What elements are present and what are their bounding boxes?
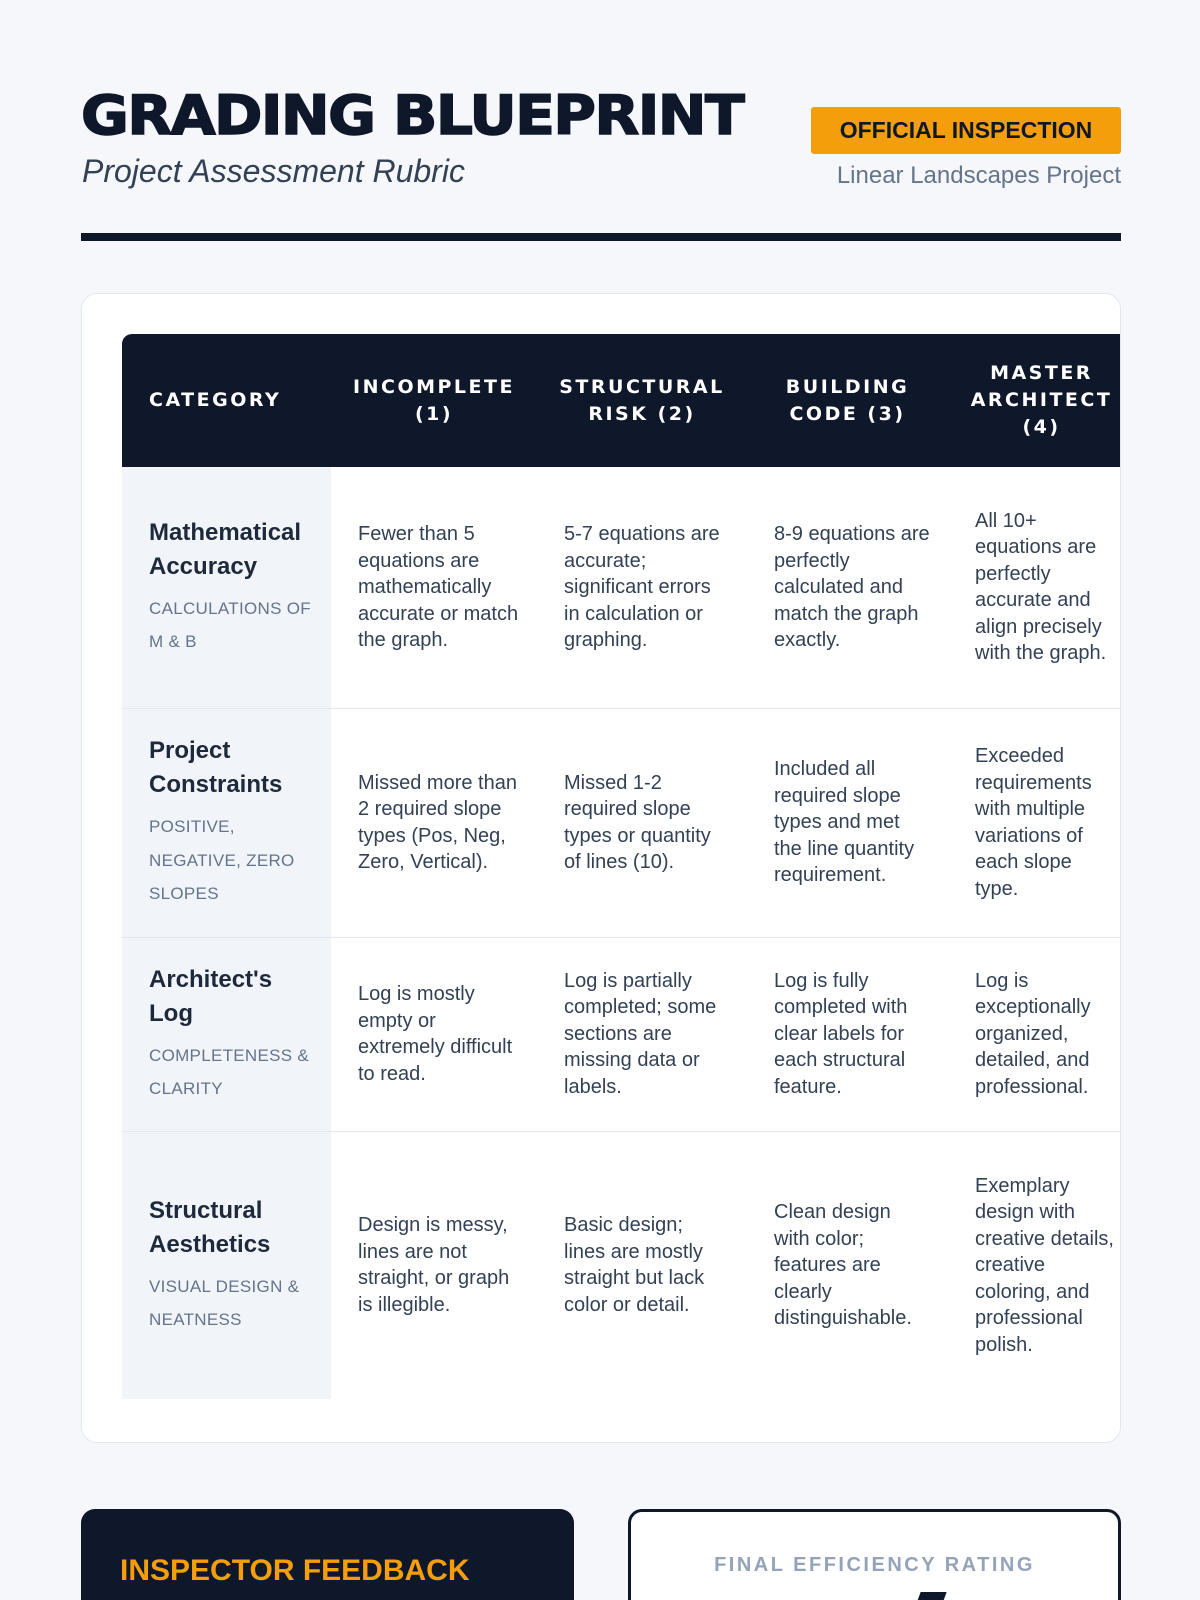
- page-title: GRADING BLUEPRINT: [81, 84, 744, 147]
- level-cell: Log is mostly empty or extremely difficult to read.: [331, 937, 537, 1131]
- level-cell: All 10+ equations are perfectly accurate and align precisely with the graph.: [948, 467, 1121, 708]
- level-cell: 5-7 equations are accurate; significant errors in calculation or graphing.: [537, 467, 747, 708]
- category-cell: [122, 1131, 331, 1399]
- rating-title: FINAL EFFICIENCY RATING: [714, 1554, 1035, 1576]
- page-subtitle: Project Assessment Rubric: [82, 153, 465, 189]
- category-cell: [122, 937, 331, 1131]
- header-divider: [81, 233, 1121, 241]
- rating-value-mark: [913, 1592, 946, 1600]
- table-row: [122, 467, 1121, 708]
- column-header: INCOMPLETE (1): [331, 334, 537, 467]
- feedback-title: INSPECTOR FEEDBACK: [120, 1554, 470, 1587]
- level-cell: Fewer than 5 equations are mathematically accurate or match the graph.: [331, 467, 537, 708]
- category-cell: [122, 708, 331, 937]
- project-name: Linear Landscapes Project: [836, 162, 1121, 189]
- column-header: STRUCTURAL RISK (2): [537, 334, 747, 467]
- rubric-card: [81, 293, 1121, 1443]
- level-cell: Log is fully completed with clear labels for each structural feature.: [747, 937, 948, 1131]
- level-cell: Exemplary design with creative details, creative coloring, and professional polish.: [975, 1174, 1114, 1356]
- level-cell: Log is partially completed; some sections are missing data or labels.: [537, 937, 747, 1131]
- table-row: [122, 937, 1121, 1131]
- table-row: [122, 708, 1121, 937]
- category-name: Structural Aesthetics: [149, 1196, 271, 1258]
- level-cell: Included all required slope types and met the line quantity requirement.: [747, 708, 948, 937]
- column-header: BUILDING CODE (3): [747, 334, 948, 467]
- level-cell: 8-9 equations are perfectly calculated and match the graph exactly.: [747, 467, 948, 708]
- level-cell: Missed more than 2 required slope types (Pos, Neg, Zero, Vertical).: [331, 708, 537, 937]
- level-cell: Design is messy, lines are not straight, or graph is illegible.: [358, 1214, 510, 1316]
- page-header: [81, 86, 1121, 246]
- level-cell: Exceeded requirements with multiple variations of each slope type.: [948, 708, 1121, 937]
- column-header: MASTER ARCHITECT (4): [948, 334, 1121, 467]
- table-row: [122, 1131, 1121, 1399]
- category-subtitle: COMPLETENESS & CLARITY: [149, 1045, 310, 1098]
- category-subtitle: VISUAL DESIGN & NEATNESS: [149, 1276, 300, 1330]
- final-rating-panel: [628, 1509, 1121, 1600]
- inspector-feedback-panel: [81, 1509, 574, 1600]
- level-cell: Clean design with color; features are clearly distinguishable.: [774, 1201, 912, 1329]
- inspection-badge: OFFICIAL INSPECTION: [811, 107, 1121, 154]
- column-header: CATEGORY: [122, 334, 331, 467]
- category-name: Project Constraints: [149, 737, 283, 799]
- level-cell: Log is exceptionally organized, detailed, and professional.: [948, 937, 1121, 1131]
- category-subtitle: POSITIVE, NEGATIVE, ZERO SLOPES: [149, 817, 295, 904]
- rubric-table: [122, 334, 1121, 1399]
- category-name: Architect's Log: [149, 965, 273, 1027]
- category-cell: [122, 467, 331, 708]
- rubric-header-row: [122, 334, 1121, 467]
- category-subtitle: CALCULATIONS OF M & B: [149, 598, 311, 652]
- level-cell: Missed 1-2 required slope types or quantity of lines (10).: [537, 708, 747, 937]
- category-name: Mathematical Accuracy: [149, 518, 302, 580]
- level-cell: Basic design; lines are mostly straight but lack color or detail.: [564, 1214, 705, 1316]
